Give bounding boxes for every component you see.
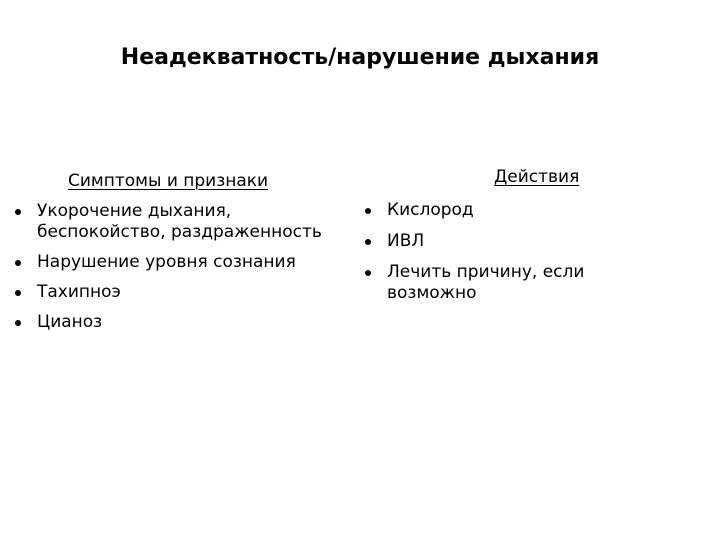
list-item-text: Кислород <box>387 200 474 220</box>
list-item <box>14 201 349 243</box>
bullet-icon <box>15 260 21 266</box>
list-item <box>364 262 664 304</box>
list-item-text: Укорочение дыхания, беспокойство, раздраженность <box>37 201 322 242</box>
actions-column <box>364 167 664 314</box>
list-item <box>364 200 664 221</box>
bullet-icon <box>365 270 371 276</box>
slide-title: Неадекватность/нарушение дыхания <box>120 45 600 70</box>
bullet-icon <box>365 239 371 245</box>
list-item <box>14 282 349 303</box>
actions-heading: Действия <box>494 167 580 187</box>
symptoms-list <box>14 201 349 333</box>
bullet-icon <box>15 290 21 296</box>
list-item <box>14 252 349 273</box>
symptoms-heading: Симптомы и признаки <box>68 171 269 191</box>
list-item-text: Нарушение уровня сознания <box>37 252 296 272</box>
symptoms-column <box>14 171 349 342</box>
list-item-text: Цианоз <box>37 312 103 332</box>
bullet-icon <box>365 208 371 214</box>
list-item-text: Тахипноэ <box>37 282 121 302</box>
list-item <box>14 312 349 333</box>
list-item-text: ИВЛ <box>387 231 425 251</box>
bullet-icon <box>15 320 21 326</box>
actions-list <box>364 200 664 304</box>
bullet-icon <box>15 209 21 215</box>
list-item <box>364 231 664 252</box>
list-item-text: Лечить причину, если возможно <box>387 262 585 303</box>
